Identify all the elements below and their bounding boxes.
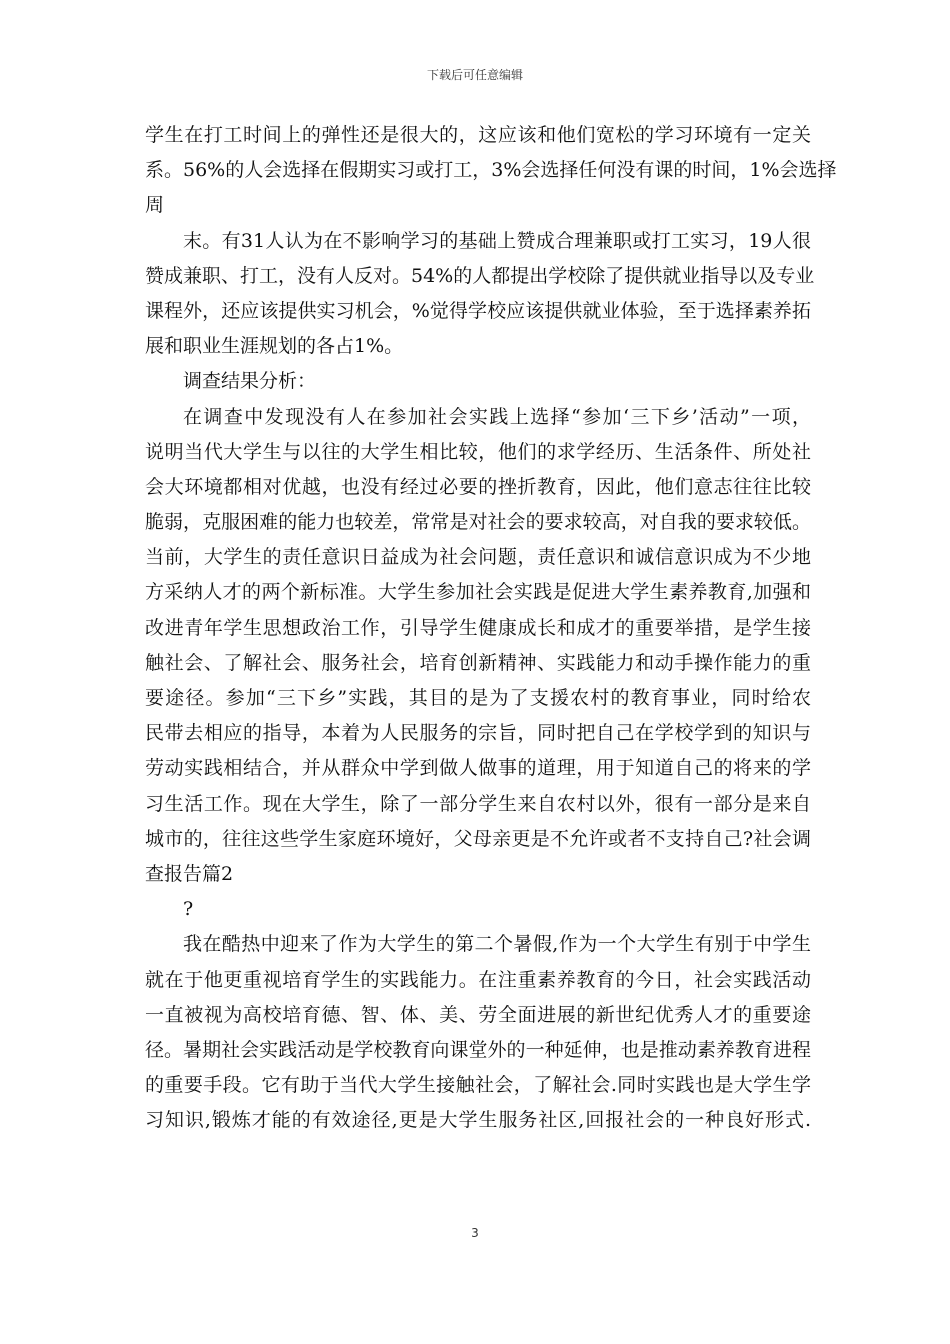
text-line: 触社会、了解社会、服务社会，培育创新精神、实践能力和动手操作能力的重 bbox=[145, 651, 811, 674]
body-text bbox=[145, 118, 837, 1138]
page-header: 下载后可任意编辑 bbox=[426, 68, 523, 82]
text-line: 周 bbox=[145, 194, 165, 217]
text-line: 就在于他更重视培育学生的实践能力。在注重素养教育的今日，社会实践活动 bbox=[145, 968, 811, 991]
text-line: 习知识,锻炼才能的有效途径,更是大学生服务社区,回报社会的一种良好形式. bbox=[145, 1109, 811, 1132]
text-line: 会大环境都相对优越，也没有经过必要的挫折教育，因此，他们意志往往比较 bbox=[145, 475, 811, 498]
text-line: 脆弱，克服困难的能力也较差，常常是对社会的要求较高，对自我的要求较低。 bbox=[145, 511, 811, 534]
section-heading: 调查结果分析： bbox=[183, 370, 317, 393]
text-line: 一直被视为高校培育德、智、体、美、劳全面进展的新世纪优秀人才的重要途 bbox=[145, 1003, 811, 1026]
text-line: 在调查中发现没有人在参加社会实践上选择“参加‘三下乡’活动”一项， bbox=[183, 405, 811, 428]
text-line: ? bbox=[183, 898, 194, 921]
text-line: 方采纳人才的两个新标准。大学生参加社会实践是促进大学生素养教育,加强和 bbox=[145, 581, 811, 604]
text-line: 末。有31人认为在不影响学习的基础上赞成合理兼职或打工实习，19人很 bbox=[183, 229, 811, 252]
text-line: 改进青年学生思想政治工作，引导学生健康成长和成才的重要举措，是学生接 bbox=[145, 616, 811, 639]
text-line: 当前，大学生的责任意识日益成为社会问题，责任意识和诚信意识成为不少地 bbox=[145, 546, 811, 569]
text-line: 城市的，往往这些学生家庭环境好，父母亲更是不允许或者不支持自己?社会调 bbox=[145, 827, 811, 850]
text-line: 我在酷热中迎来了作为大学生的第二个暑假,作为一个大学生有别于中学生 bbox=[183, 933, 811, 956]
text-line: 劳动实践相结合，并从群众中学到做人做事的道理，用于知道自己的将来的学 bbox=[145, 757, 811, 780]
text-line: 习生活工作。现在大学生，除了一部分学生来自农村以外，很有一部分是来自 bbox=[145, 792, 811, 815]
text-line: 的重要手段。它有助于当代大学生接触社会，了解社会.同时实践也是大学生学 bbox=[145, 1074, 811, 1097]
text-line: 民带去相应的指导，本着为人民服务的宗旨，同时把自己在学校学到的知识与 bbox=[145, 722, 811, 745]
text-line: 系。56%的人会选择在假期实习或打工，3%会选择任何没有课的时间，1%会选择 bbox=[145, 159, 837, 182]
text-line: 课程外，还应该提供实习机会，%觉得学校应该提供就业体验，至于选择素养拓 bbox=[145, 299, 811, 322]
text-line: 展和职业生涯规划的各占1%。 bbox=[145, 335, 404, 358]
text-line: 学生在打工时间上的弹性还是很大的，这应该和他们宽松的学习环境有一定关 bbox=[145, 124, 811, 146]
text-line: 说明当代大学生与以往的大学生相比较，他们的求学经历、生活条件、所处社 bbox=[145, 440, 811, 463]
text-line: 要途径。参加“三下乡”实践，其目的是为了支援农村的教育事业，同时给农 bbox=[145, 687, 811, 709]
text-line: 查报告篇2 bbox=[145, 862, 234, 885]
text-line: 赞成兼职、打工，没有人反对。54%的人都提出学校除了提供就业指导以及专业 bbox=[145, 264, 815, 287]
text-line: 径。暑期社会实践活动是学校教育向课堂外的一种延伸，也是推动素养教育进程 bbox=[145, 1038, 811, 1061]
page-number: 3 bbox=[471, 1226, 479, 1240]
